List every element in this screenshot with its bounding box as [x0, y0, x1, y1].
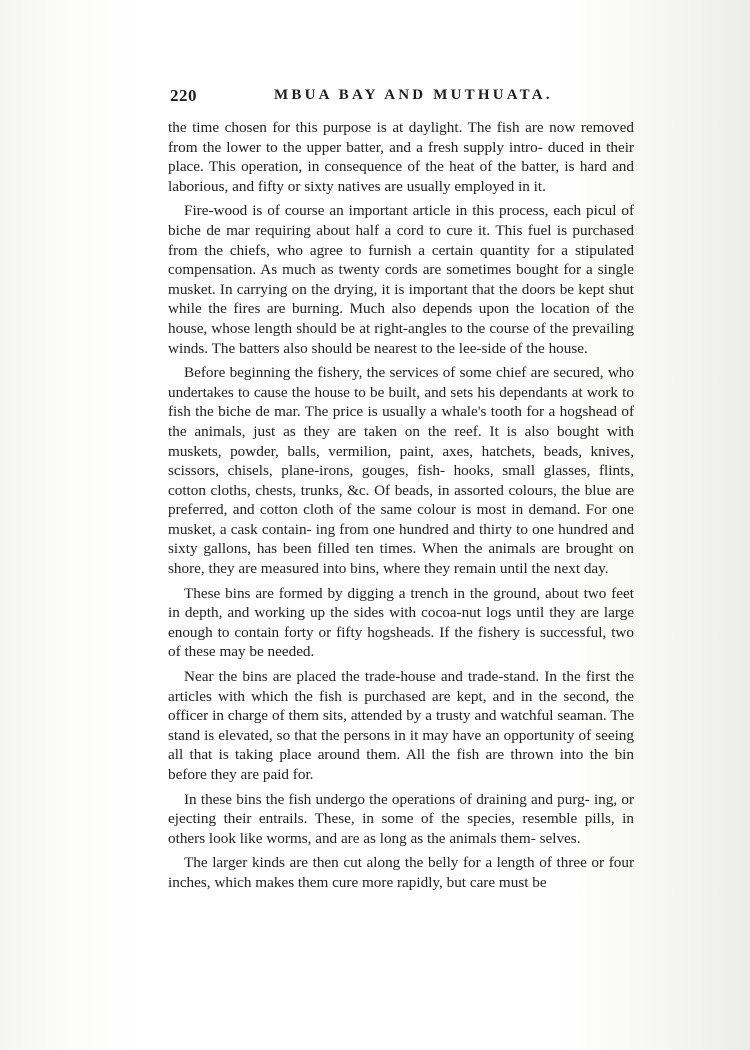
page-header	[170, 86, 640, 108]
paragraph-trade-house: Near the bins are placed the trade-house and trade-stand. In the first the articles with which the fish is purchased are kept, and in the second, the officer in charge of them sits, attended by a trusty and watchful seaman. The stand is elevated, so that the persons in it may have an opportunity of seeing all that is taking place around them. All the fish are thrown into the bin before they are paid for.	[168, 668, 634, 783]
paragraph-firewood: Fire-wood is of course an important article in this process, each picul of biche de mar requiring about half a cord to cure it. This fuel is purchased from the chiefs, who agree to furnish a certain quantity for a stipulated compensation. As much as twenty cords are sometimes bought for a single musket. In carrying on the drying, it is important that the doors be kept shut while the fires are burning. Much also depends upon the location of the house, whose length should be at right-angles to the course of the prevailing winds. The batters also should be nearest to the lee-side of the house.	[168, 202, 634, 357]
paragraph-draining: In these bins the fish undergo the operations of draining and purg- ing, or ejecting their entrails. These, in some of the species, resemble pills, in others look like worms, and are as long as the animals them- selves.	[168, 790, 634, 847]
paragraph-continued: the time chosen for this purpose is at daylight. The fish are now removed from the lower to the upper batter, and a fresh supply intro- duced in their place. This operation, in consequence of the heat of the batter, is hard and laborious, and fifty or sixty natives are usually employed in it.	[168, 119, 634, 195]
page-number: 220	[170, 86, 197, 105]
body-text	[168, 118, 634, 898]
paragraph-fishery: Before beginning the fishery, the services of some chief are secured, who undertakes to cause the house to be built, and sets his dependants at work to fish the biche de mar. The price is usually a whale's tooth for a hogshead of the animals, just as they are taken on the reef. It is also bought with muskets, powder, balls, vermilion, paint, axes, hatchets, beads, knives, scissors, chisels, plane-irons, gouges, fish- hooks, small glasses, flints, cotton cloths, chests, trunks, &c. Of beads, in assorted colours, the blue are preferred, and cotton cloth of the same colour is most in demand. For one musket, a cask contain- ing from one hundred and thirty to one hundred and sixty gallons, has been filled ten times. When the animals are brought on shore, they are measured into bins, where they remain until the next day.	[168, 364, 634, 578]
running-title: MBUA BAY AND MUTHUATA.	[274, 87, 553, 103]
paragraph-cutting: The larger kinds are then cut along the belly for a length of three or four inches, which makes them cure more rapidly, but care must be	[168, 854, 634, 891]
paragraph-bins: These bins are formed by digging a trench in the ground, about two feet in depth, and working up the sides with cocoa-nut logs until they are large enough to contain forty or fifty hogsheads. If the fishery is successful, two of these may be needed.	[168, 584, 634, 661]
